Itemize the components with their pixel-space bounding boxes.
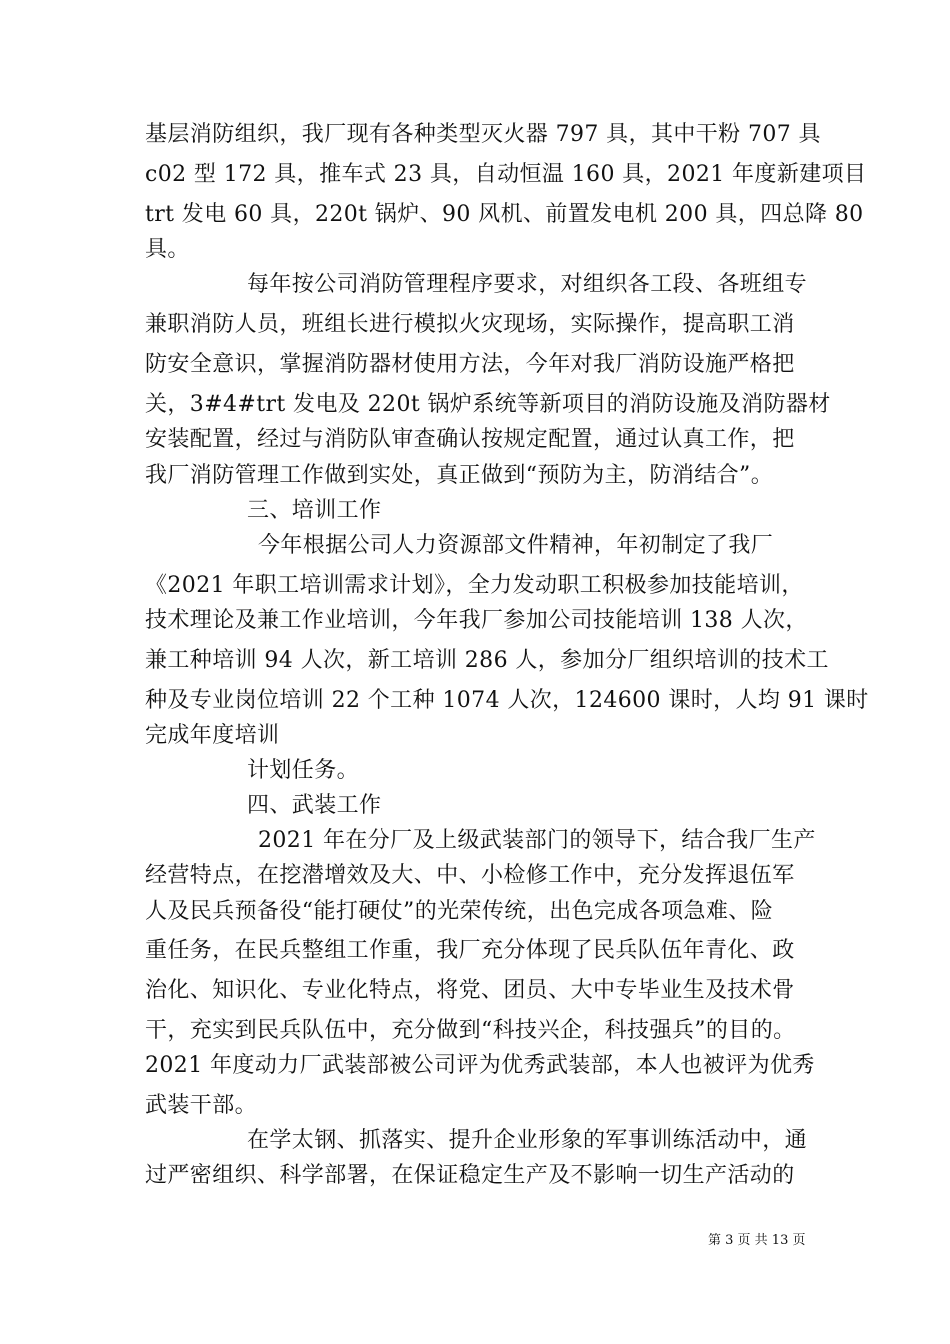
body-line: 重任务，在民兵整组工作重，我厂充分体现了民兵队伍年青化、政 (145, 938, 795, 963)
body-line: 计划任务。 (247, 758, 360, 783)
body-line: 2021 年度动力厂武装部被公司评为优秀武装部，本人也被评为优秀 (145, 1053, 815, 1078)
body-line: 武装干部。 (145, 1093, 258, 1118)
body-line: 技术理论及兼工作业培训，今年我厂参加公司技能培训 138 人次， (145, 608, 808, 633)
body-line: 完成年度培训 (145, 723, 280, 748)
body-line: 防安全意识，掌握消防器材使用方法，今年对我厂消防设施严格把 (145, 352, 795, 377)
paragraph-first-line: 2021 年在分厂及上级武装部门的领导下，结合我厂生产 (258, 828, 816, 853)
body-line: c02 型 172 具，推车式 23 具，自动恒温 160 具，2021 年度新建项目 (145, 162, 867, 187)
body-line: 关，3#4#trt 发电及 220t 锅炉系统等新项目的消防设施及消防器材 (145, 392, 831, 417)
body-line: 种及专业岗位培训 22 个工种 1074 人次，124600 课时，人均 91 课时 (145, 688, 869, 713)
section-heading: 四、武装工作 (247, 793, 382, 818)
body-line: 基层消防组织，我厂现有各种类型灭火器 797 具，其中干粉 707 具 (145, 122, 821, 147)
body-line: 兼工种培训 94 人次，新工培训 286 人，参加分厂组织培训的技术工 (145, 648, 829, 673)
body-line: 人及民兵预备役“能打硬仗”的光荣传统，出色完成各项急难、险 (145, 899, 774, 924)
body-line: 我厂消防管理工作做到实处，真正做到“预防为主，防消结合”。 (145, 463, 774, 488)
body-line: 《2021 年职工培训需求计划》，全力发动职工积极参加技能培训， (145, 573, 804, 598)
body-line: trt 发电 60 具，220t 锅炉、90 风机、前置发电机 200 具，四总降 80 (145, 202, 864, 227)
paragraph-first-line: 在学太钢、抓落实、提升企业形象的军事训练活动中，通 (247, 1128, 808, 1153)
body-line: 过严密组织、科学部署，在保证稳定生产及不影响一切生产活动的 (145, 1163, 795, 1188)
body-line: 安装配置，经过与消防队审查确认按规定配置，通过认真工作，把 (145, 427, 795, 452)
section-heading: 三、培训工作 (247, 498, 382, 523)
paragraph-first-line: 每年按公司消防管理程序要求，对组织各工段、各班组专 (247, 272, 808, 297)
body-line: 兼职消防人员，班组长进行模拟火灾现场，实际操作，提高职工消 (145, 312, 795, 337)
body-line: 治化、知识化、专业化特点，将党、团员、大中专毕业生及技术骨 (145, 978, 795, 1003)
page-number-footer: 第 3 页 共 13 页 (708, 1233, 806, 1248)
paragraph-first-line: 今年根据公司人力资源部文件精神，年初制定了我厂 (258, 533, 774, 558)
body-line: 具。 (145, 237, 190, 262)
body-line: 干，充实到民兵队伍中，充分做到“科技兴企，科技强兵”的目的。 (145, 1018, 796, 1043)
body-line: 经营特点，在挖潜增效及大、中、小检修工作中，充分发挥退伍军 (145, 863, 795, 888)
